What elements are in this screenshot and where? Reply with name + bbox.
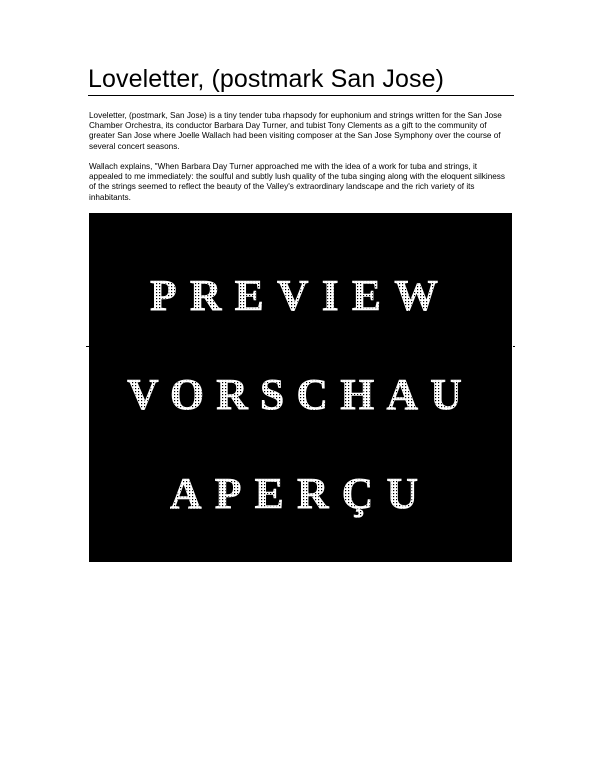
body-paragraph-2: Wallach explains, "When Barbara Day Turner approached me with the idea of a work for tuba and strings, it appealed to me immediately: the soulful and subtly lush quality of the tuba singing along with the eloquent silkiness of the strings seemed to reflect the beauty of the Valley's extraordinary landscape and the rich variety of its inhabitants. xyxy=(89,162,505,202)
stray-mark xyxy=(86,346,89,347)
page-title: Loveletter, (postmark San Jose) xyxy=(88,64,514,96)
stray-mark xyxy=(513,346,515,347)
watermark-line-apercu: APERÇU xyxy=(169,469,432,518)
body-paragraph-1: Loveletter, (postmark, San Jose) is a tiny tender tuba rhapsody for euphonium and strings written for the San Jose Chamber Orchestra, its conductor Barbara Day Turner, and tubist Tony Clements as a gift to the community of greater San Jose where Joelle Wallach had been visiting composer at the San Jose Symphony over the course of several concert seasons. xyxy=(89,111,502,151)
preview-watermark-overlay xyxy=(89,213,512,562)
watermark-line-preview: PREVIEW xyxy=(149,271,452,320)
watermark-line-vorschau: VORSCHAU xyxy=(127,370,474,419)
